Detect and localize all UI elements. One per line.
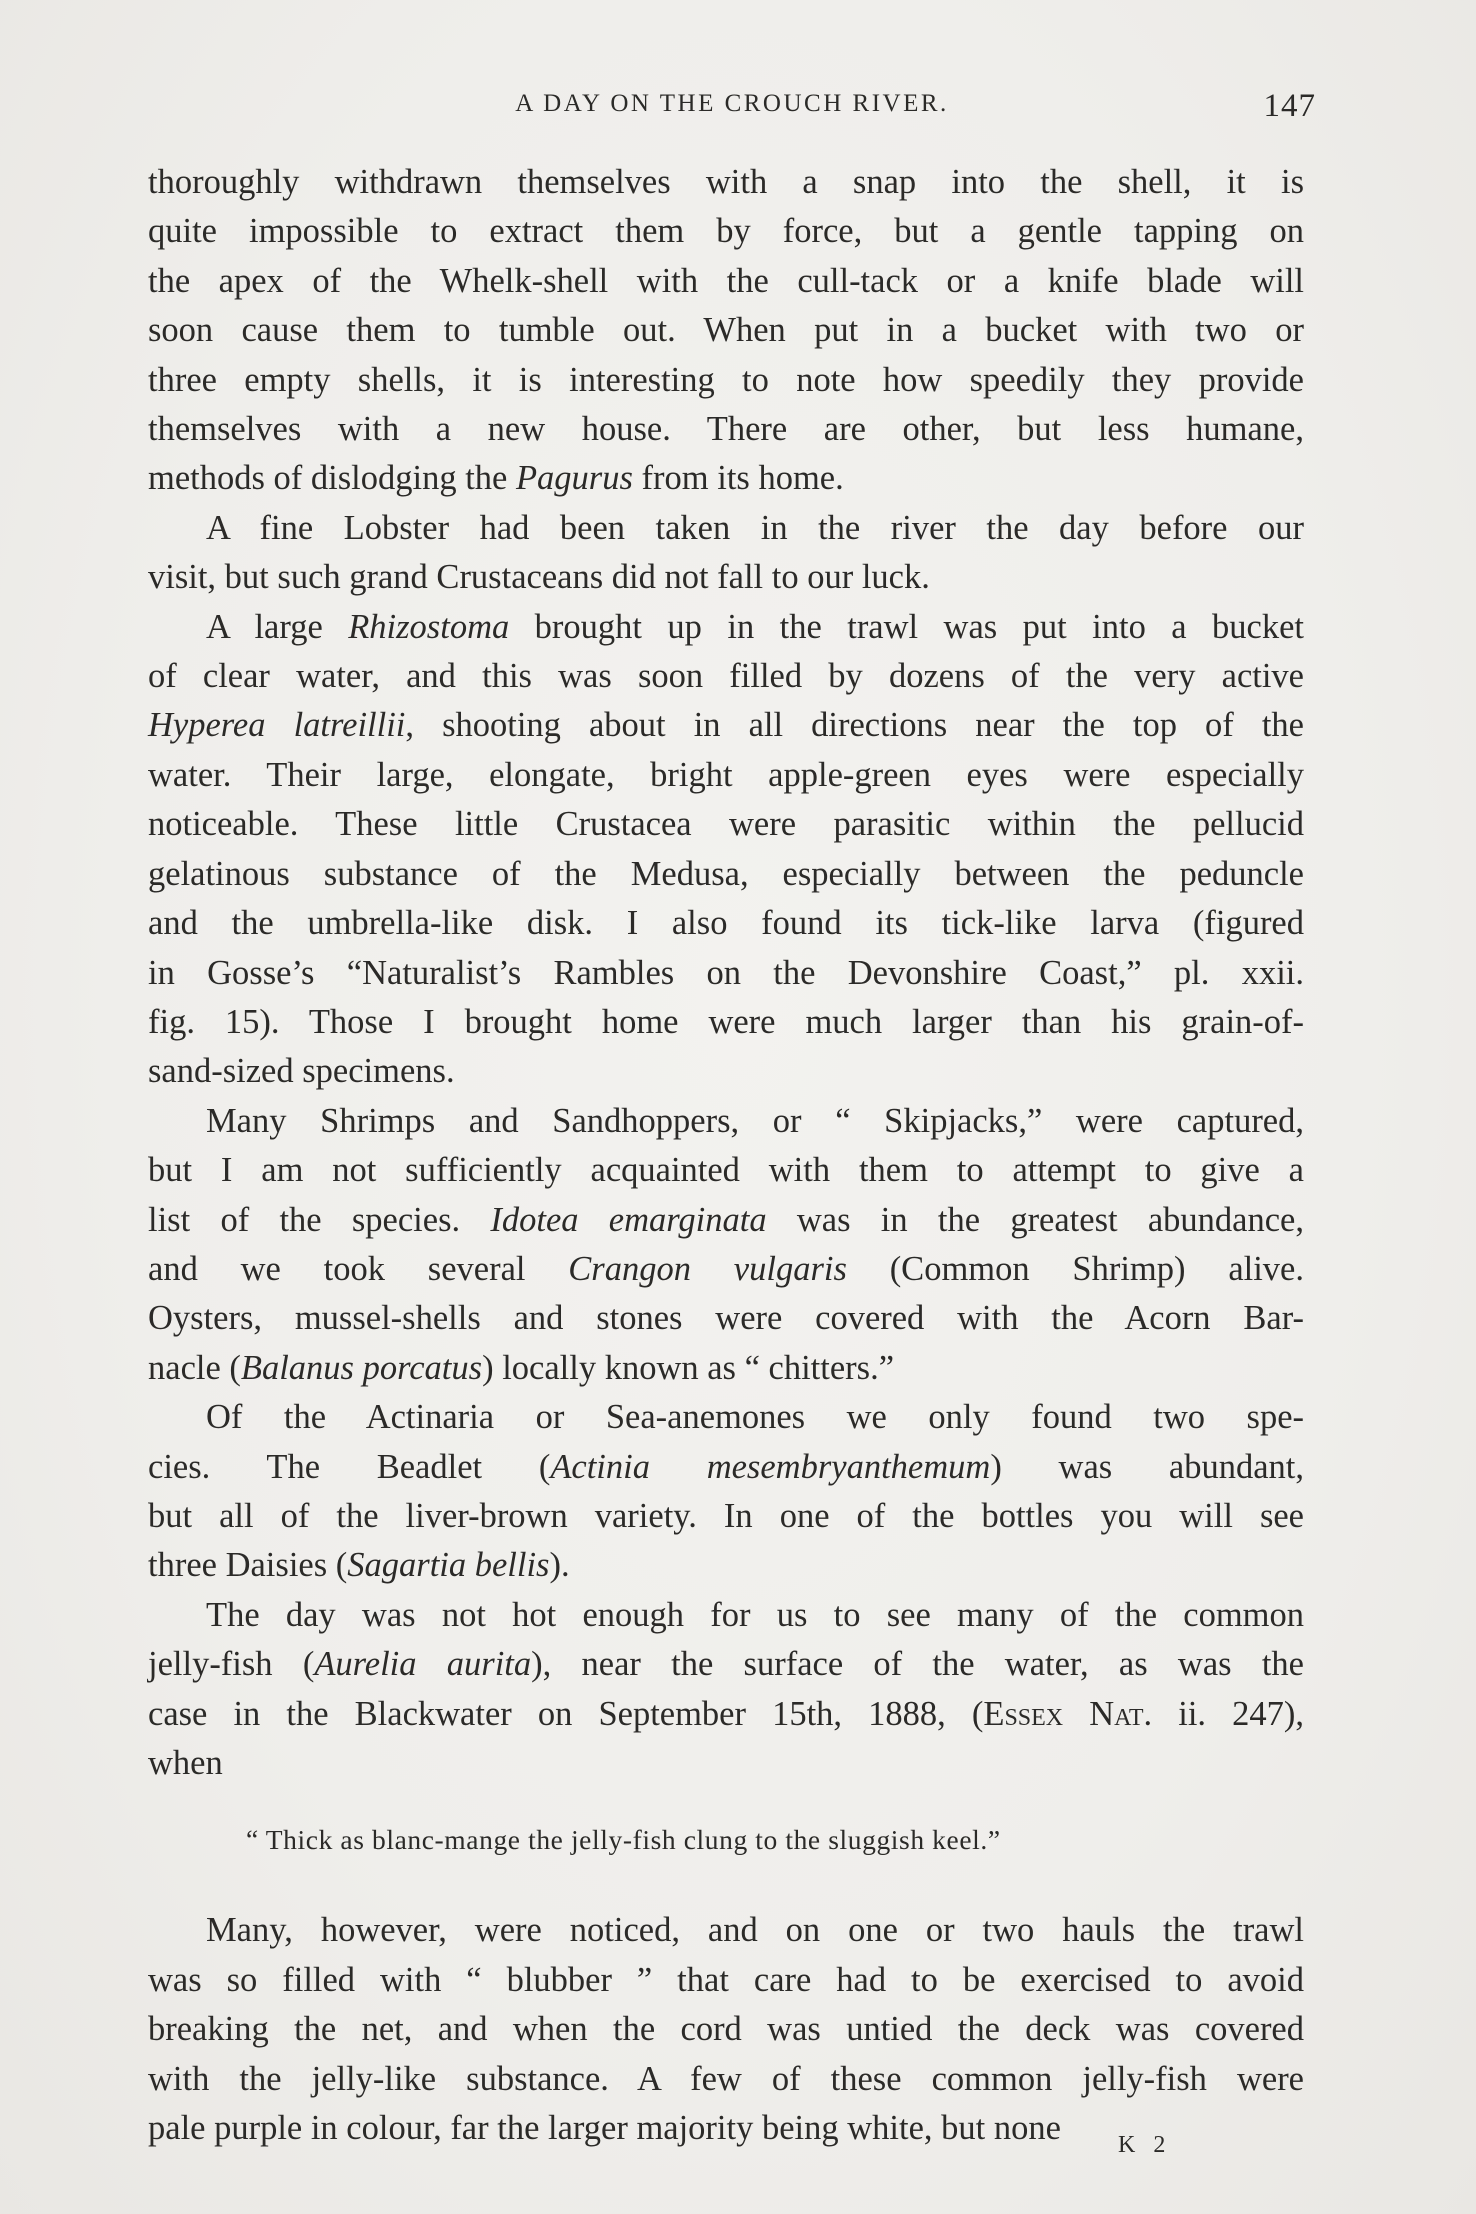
page-number: 147 [1263, 88, 1316, 124]
text-run: in Gosse’s “Naturalist’s Rambles on the Devonshire Coast,” pl. xxii. [148, 953, 1304, 992]
text-run: pale purple in colour, far the larger majority being white, but none [148, 2109, 1061, 2148]
text-run: three Daisies ( [148, 1546, 348, 1585]
verse-quotation: “ Thick as blanc-mange the jelly-fish clung to the sluggish keel.” [246, 1824, 1001, 1856]
running-head: A DAY ON THE CROUCH RIVER. [515, 90, 949, 117]
text-line [148, 1146, 1304, 1195]
text-run: jelly-fish ( [148, 1645, 315, 1684]
text-run: Of the Actinaria or Sea-anemones we only found two spe- [206, 1398, 1304, 1437]
text-line [148, 207, 1304, 256]
text-run: brought up in the trawl was put into a bucket [509, 607, 1304, 646]
text-run: but I am not sufficiently acquainted with them to attempt to give a [148, 1151, 1304, 1190]
text-run: Essex Nat. [983, 1694, 1153, 1733]
text-run: of clear water, and this was soon filled by dozens of the very active [148, 657, 1304, 696]
text-run: A fine Lobster had been taken in the river the day before our [206, 508, 1304, 547]
text-line [148, 899, 1304, 948]
text-run: methods of dislodging the [148, 459, 516, 498]
text-line [148, 800, 1304, 849]
text-line [148, 306, 1304, 355]
paragraph [148, 603, 1304, 1097]
text-line [148, 1906, 1304, 1955]
text-line [148, 751, 1304, 800]
text-run: themselves with a new house. There are other, but less humane, [148, 410, 1304, 449]
text-line [148, 1393, 1304, 1442]
text-run: three empty shells, it is interesting to note how speedily they provide [148, 360, 1304, 399]
text-line [148, 158, 1304, 207]
italic-term: Aurelia aurita [314, 1645, 532, 1684]
text-run: with the jelly-like substance. A few of these common jelly-fish were [148, 2059, 1304, 2098]
text-line [148, 2055, 1304, 2104]
text-run: visit, but such grand Crustaceans did not fall to our luck. [148, 558, 930, 597]
text-line [148, 1097, 1304, 1146]
text-run: The day was not hot enough for us to see many of the common [206, 1595, 1304, 1634]
text-run: breaking the net, and when the cord was untied the deck was covered [148, 2010, 1304, 2049]
text-run: ). [549, 1546, 570, 1585]
text-line [148, 1443, 1304, 1492]
text-run: the apex of the Whelk-shell with the cull-tack or a knife blade will [148, 261, 1304, 300]
text-line [148, 1196, 1304, 1245]
paragraph [148, 1906, 1304, 2153]
text-run: ), near the surface of the water, as was the [531, 1645, 1304, 1684]
paragraph [148, 1393, 1304, 1591]
text-run: noticeable. These little Crustacea were parasitic within the pellucid [148, 805, 1304, 844]
text-run: sand-sized specimens. [148, 1052, 455, 1091]
text-run: Many Shrimps and Sandhoppers, or “ Skipjacks,” were captured, [206, 1101, 1304, 1140]
text-line [148, 1591, 1304, 1640]
text-run: and we took several [148, 1249, 569, 1288]
text-run: ii. 247), [1152, 1694, 1304, 1733]
signature-mark: K 2 [1118, 2132, 1172, 2158]
text-line [148, 553, 1304, 602]
text-line [148, 504, 1304, 553]
paragraphs-before-quote [148, 158, 1304, 1788]
text-run: ) was abundant, [990, 1447, 1304, 1486]
italic-term: Pagurus [515, 459, 633, 498]
italic-term: Actinia mesembryanthemum [550, 1447, 991, 1486]
text-line [148, 1956, 1304, 2005]
text-run: was in the greatest abundance, [766, 1200, 1304, 1239]
text-line [148, 1047, 1304, 1096]
italic-term: Hyperea latreillii [148, 706, 406, 745]
text-run: list of the species. [148, 1200, 491, 1239]
text-line [148, 1739, 1304, 1788]
text-run: gelatinous substance of the Medusa, especially between the peduncle [148, 854, 1304, 893]
italic-term: Rhizostoma [348, 607, 510, 646]
text-run: A large [206, 607, 349, 646]
text-run: thoroughly withdrawn themselves with a snap into the shell, it is [148, 163, 1304, 201]
text-line [148, 2005, 1304, 2054]
text-line [148, 1640, 1304, 1689]
italic-term: Sagartia bellis [347, 1546, 550, 1585]
text-line [148, 1492, 1304, 1541]
text-line [148, 701, 1304, 750]
text-run: nacle ( [148, 1348, 241, 1387]
text-run: but all of the liver-brown variety. In one of the bottles you will see [148, 1496, 1304, 1535]
text-line [148, 652, 1304, 701]
text-run: water. Their large, elongate, bright apple-green eyes were especially [148, 755, 1304, 794]
paragraph [148, 158, 1304, 504]
text-line [148, 257, 1304, 306]
text-run: Oysters, mussel-shells and stones were covered with the Acorn Bar- [148, 1299, 1304, 1338]
text-run: when [148, 1744, 223, 1782]
text-run: and the umbrella-like disk. I also found its tick-like larva (figured [148, 904, 1304, 943]
paragraph [148, 1097, 1304, 1393]
italic-term: Idotea emarginata [490, 1200, 767, 1239]
text-line [148, 1690, 1304, 1739]
text-line [148, 1294, 1304, 1343]
body-text [148, 158, 1304, 2153]
italic-term: Crangon vulgaris [568, 1249, 847, 1288]
text-line [148, 603, 1304, 652]
text-line [148, 998, 1304, 1047]
text-line [148, 949, 1304, 998]
page-header [148, 88, 1316, 128]
paragraphs-after-quote [148, 1906, 1304, 2153]
text-line [148, 405, 1304, 454]
text-line [148, 1541, 1304, 1590]
text-line [148, 1245, 1304, 1294]
text-run: from its home. [632, 459, 844, 498]
italic-term: Balanus porcatus [240, 1348, 483, 1387]
text-run: ) locally known as “ chitters.” [482, 1348, 895, 1387]
text-run: (Common Shrimp) alive. [846, 1249, 1304, 1288]
text-run: quite impossible to extract them by force, but a gentle tapping on [148, 212, 1304, 251]
paragraph [148, 1591, 1304, 1789]
text-run: soon cause them to tumble out. When put in a bucket with two or [148, 311, 1304, 350]
text-run: fig. 15). Those I brought home were much larger than his grain-of- [148, 1002, 1304, 1041]
paragraph [148, 504, 1304, 603]
text-line [148, 454, 1304, 503]
text-run: case in the Blackwater on September 15th, 1888, ( [148, 1694, 984, 1733]
text-run: was so filled with “ blubber ” that care had to be exercised to avoid [148, 1960, 1304, 1999]
text-run: , shooting about in all directions near the top of the [405, 706, 1304, 745]
text-run: cies. The Beadlet ( [148, 1447, 551, 1486]
text-line [148, 850, 1304, 899]
text-run: Many, however, were noticed, and on one or two hauls the trawl [206, 1911, 1304, 1950]
text-line [148, 1344, 1304, 1393]
text-line [148, 356, 1304, 405]
